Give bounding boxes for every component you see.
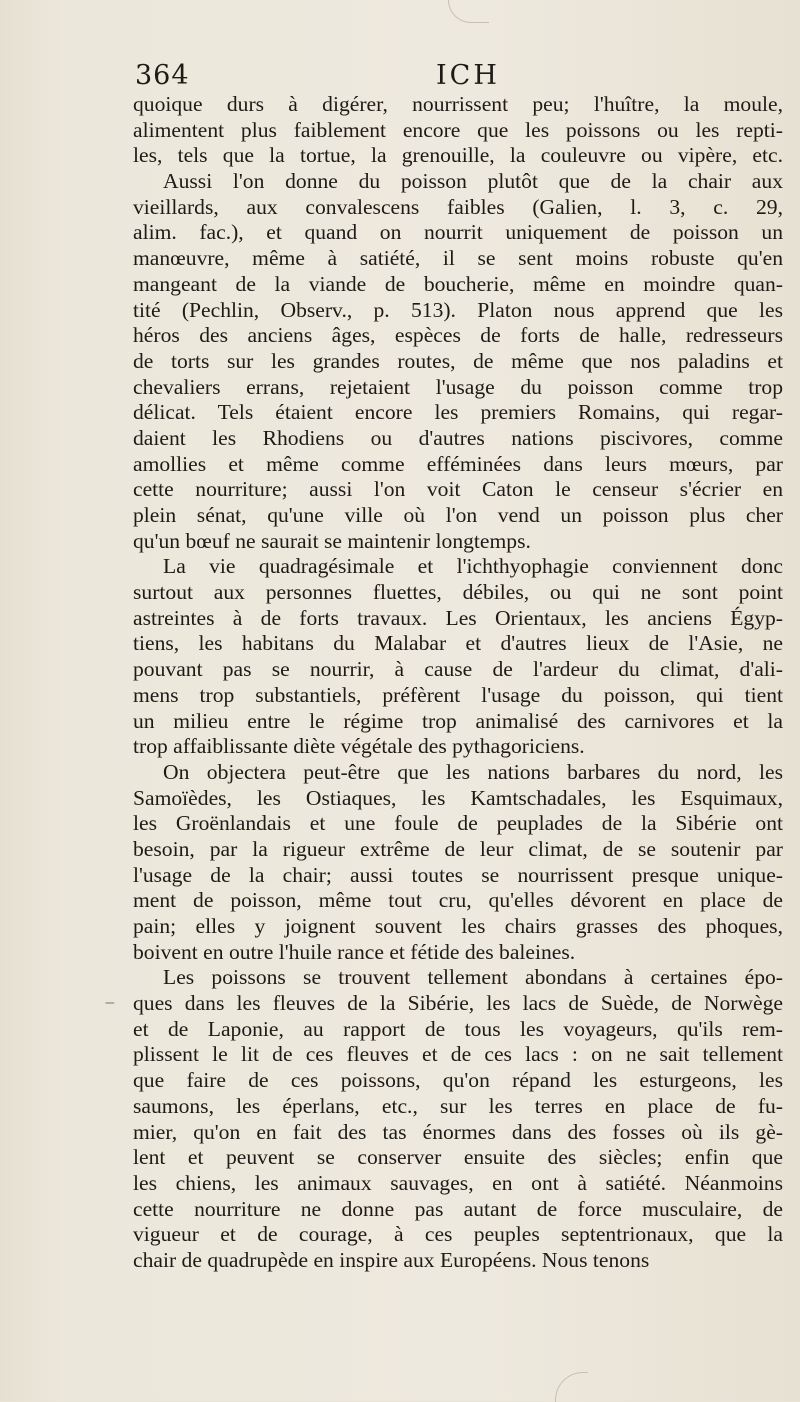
text-line: quoique durs à digérer, nourrissent peu; l'huître, la moule, bbox=[133, 92, 783, 116]
text-line: héros des anciens âges, espèces de forts de halle, redresseurs bbox=[133, 323, 783, 348]
text-line: délicat. Tels étaient encore les premiers Romains, qui regar- bbox=[133, 400, 783, 425]
text-line: qu'un bœuf ne saurait se maintenir longtemps. bbox=[133, 528, 531, 553]
text-line: astreintes à de forts travaux. Les Orientaux, les anciens Égyp- bbox=[133, 605, 783, 630]
text-line: lent et peuvent se conserver ensuite des siècles; enfin que bbox=[133, 1145, 783, 1170]
text-line: vigueur et de courage, à ces peuples septentrionaux, que la bbox=[133, 1222, 783, 1247]
text-line: vieillards, aux convalescens faibles (Galien, l. 3, c. 29, bbox=[133, 194, 783, 219]
text-line: les, tels que la tortue, la grenouille, la couleuvre ou vipère, etc. bbox=[133, 143, 783, 168]
page-curl-mark-bottom bbox=[555, 1372, 588, 1402]
text-line: manœuvre, même à satiété, il se sent moins robuste qu'en bbox=[133, 246, 783, 271]
text-line: et de Laponie, au rapport de tous les voyageurs, qu'ils rem- bbox=[133, 1016, 783, 1041]
text-line: tiens, les habitans du Malabar et d'autres lieux de l'Asie, ne bbox=[133, 631, 783, 656]
page-curl-mark bbox=[448, 0, 489, 23]
text-line: de torts sur les grandes routes, de même que nos paladins et bbox=[133, 348, 783, 373]
text-line: pouvant pas se nourrir, à cause de l'ardeur du climat, d'ali- bbox=[133, 657, 783, 682]
text-line: cette nourriture ne donne pas autant de force musculaire, de bbox=[133, 1196, 783, 1221]
text-line: mens trop substantiels, préfèrent l'usage du poisson, qui tient bbox=[133, 682, 783, 707]
page-number: 364 bbox=[135, 60, 190, 91]
text-line: ment de poisson, même tout cru, qu'elles dévorent en place de bbox=[133, 888, 783, 913]
text-line: cette nourriture; aussi l'on voit Caton le censeur s'écrier en bbox=[133, 477, 783, 502]
page-header bbox=[135, 60, 785, 94]
text-line: La vie quadragésimale et l'ichthyophagie conviennent donc bbox=[163, 554, 783, 579]
text-line: chair de quadrupède en inspire aux Européens. Nous tenons bbox=[133, 1247, 650, 1272]
text-line: trop affaiblissante diète végétale des pythagoriciens. bbox=[133, 734, 585, 759]
text-line: alim. fac.), et quand on nourrit uniquement de poisson un bbox=[133, 220, 783, 245]
text-line: surtout aux personnes fluettes, débiles, ou qui ne sont point bbox=[133, 580, 783, 605]
text-line: daient les Rhodiens ou d'autres nations piscivores, comme bbox=[133, 425, 783, 450]
text-line: On objectera peut-être que les nations barbares du nord, les bbox=[163, 759, 783, 784]
text-line: besoin, par la rigueur extrême de leur climat, de se soutenir par bbox=[133, 836, 783, 861]
text-line: Les poissons se trouvent tellement abondans à certaines épo- bbox=[163, 965, 783, 990]
text-line: un milieu entre le régime trop animalisé des carnivores et la bbox=[133, 708, 783, 733]
text-line: plissent le lit de ces fleuves et de ces lacs : on ne sait tellement bbox=[133, 1042, 783, 1067]
text-line: tité (Pechlin, Observ., p. 513). Platon nous apprend que les bbox=[133, 297, 783, 322]
text-line: plein sénat, qu'une ville où l'on vend un poisson plus cher bbox=[133, 503, 783, 527]
text-line: Aussi l'on donne du poisson plutôt que de la chair aux bbox=[163, 169, 783, 194]
text-line: pain; elles y joignent souvent les chairs grasses des phoques, bbox=[133, 914, 783, 938]
text-line: chevaliers errans, rejetaient l'usage du poisson comme trop bbox=[133, 374, 783, 399]
text-line: Samoïèdes, les Ostiaques, les Kamtschadales, les Esquimaux, bbox=[133, 785, 783, 810]
text-line: mier, qu'on en fait des tas énormes dans des fosses où ils gè- bbox=[133, 1119, 783, 1144]
text-line: boivent en outre l'huile rance et fétide des baleines. bbox=[133, 939, 576, 964]
text-line: l'usage de la chair; aussi toutes se nourrissent presque unique- bbox=[133, 862, 783, 887]
text-line: mangeant de la viande de boucherie, même en moindre quan- bbox=[133, 271, 783, 296]
margin-annotation-mark: ⁻ bbox=[104, 995, 116, 1020]
text-line: les Groënlandais et une foule de peuplades de la Sibérie ont bbox=[133, 811, 783, 836]
text-line: les chiens, les animaux sauvages, en ont à satiété. Néanmoins bbox=[133, 1170, 783, 1195]
body-text bbox=[133, 92, 783, 1274]
text-line: amollies et même comme efféminées dans leurs mœurs, par bbox=[133, 451, 783, 476]
text-line: alimentent plus faiblement encore que les poissons ou les repti- bbox=[133, 117, 783, 142]
text-line: que faire de ces poissons, qu'on répand les esturgeons, les bbox=[133, 1068, 783, 1093]
running-head: ICH bbox=[436, 60, 500, 91]
text-line: saumons, les éperlans, etc., sur les terres en place de fu- bbox=[133, 1093, 783, 1118]
text-line: ques dans les fleuves de la Sibérie, les lacs de Suède, de Norwège bbox=[133, 991, 783, 1016]
